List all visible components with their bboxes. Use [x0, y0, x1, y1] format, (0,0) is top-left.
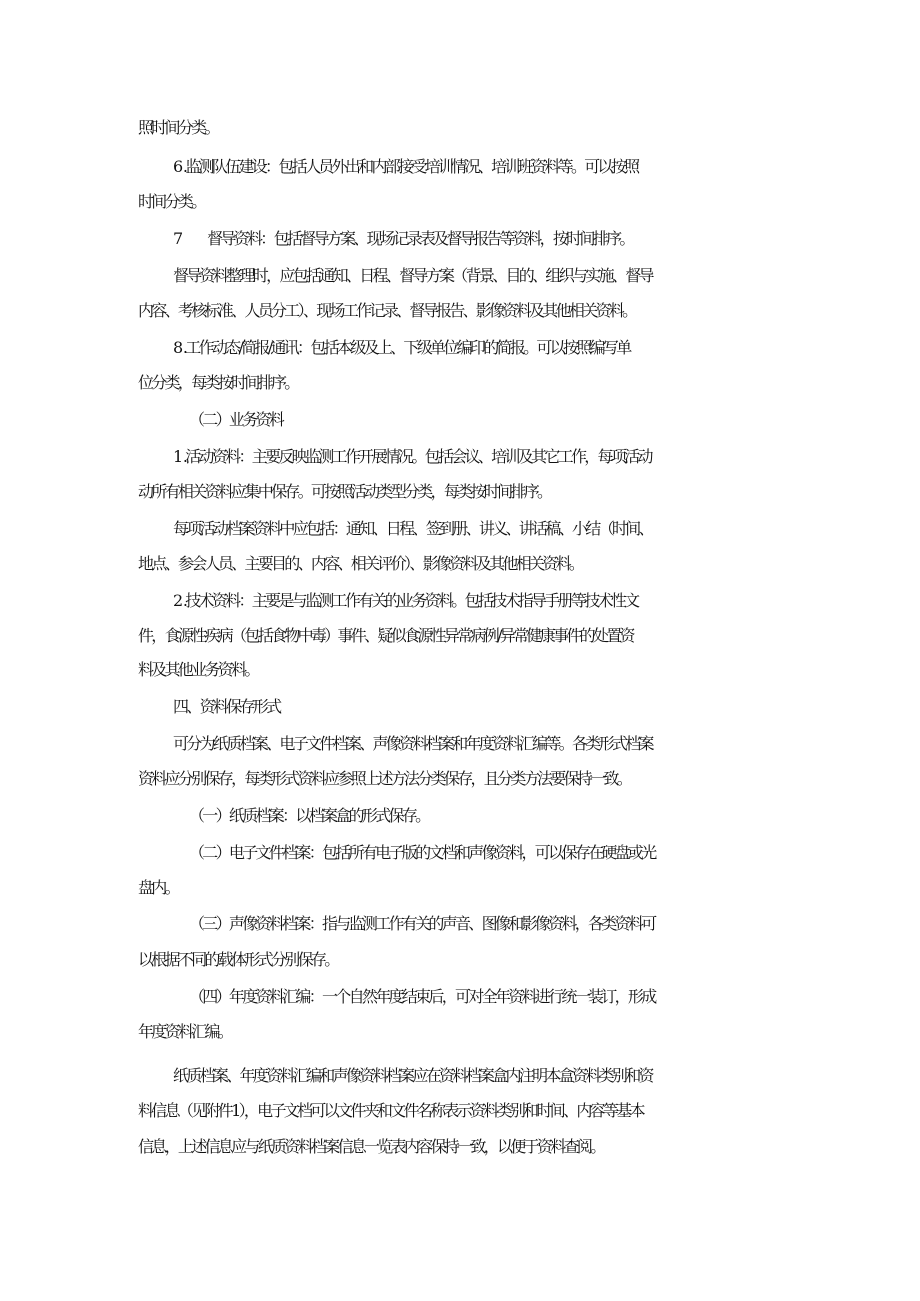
text-line: （二）电子文件档案：包括所有电子版的文档和声像资料，可以保存在硬盘或光 — [189, 843, 655, 862]
text-line: 动所有相关资料应集中保存。可按照活动类型分类，每类按时间排序。 — [138, 482, 551, 501]
text-line: 以根据不同的载体形式分别保存。 — [138, 950, 338, 969]
text-line: 资料应分别保存，每类形式资料应参照上述方法分类保存，且分类方法要保持一致。 — [138, 769, 631, 788]
text-line: 料及其他业务资料。 — [138, 660, 258, 679]
section-heading: （二）业务资料 — [189, 410, 283, 429]
text-line: 内容、考核标准、人员分工）、现场工作记录、督导报告、影像资料及其他相关资料。 — [138, 301, 636, 320]
text-line: 可分为纸质档案、电子文件档案、声像资料档案和年度资料汇编等。各类形式档案 — [173, 734, 652, 753]
text-line: （一）纸质档案：以档案盒的形式保存。 — [189, 806, 429, 825]
section-heading: 四、资料保存形式 — [173, 697, 280, 716]
text-line: 督导资料整理时，应包括通知、日程、督导方案（背景、目的、组织与实施、督导 — [173, 266, 652, 285]
text-line: 位分类，每类按时间排序。 — [138, 373, 298, 392]
text-line: 2 .技术资料：主要是与监测工作有关的业务资料。包括技术指导手册等技术性文 — [173, 591, 638, 610]
text-line: 料信息（见附件1），电子文档可以文件夹和文件名称表示资料类别和时间、内容等基本 — [138, 1101, 643, 1120]
text-line: 7 督导资料：包括督导方案、现场记录表及督导报告等资料，按时间排序。 — [173, 229, 633, 248]
text-line: 时间分类。 — [138, 192, 205, 211]
text-line: 6 .监测队伍建设：包括人员外出和内部接受培训情况、培训班资料等。可以按照 — [173, 157, 638, 176]
text-line: （四）年度资料汇编：一个自然年度结束后，可对全年资料进行统一装订，形成 — [189, 987, 655, 1006]
text-line: 1 .活动资料：主要反映监测工作开展情况。包括会议、培训及其它工作，每项活动 — [173, 447, 651, 466]
text-line: 年度资料汇编。 — [138, 1022, 232, 1041]
text-line: 信息，上述信息应与纸质资料档案信息一览表内容保持一致，以便于资料查阅。 — [138, 1137, 604, 1156]
text-line: 纸质档案、年度资料汇编和声像资料档案应在资料档案盒内注明本盒资料类别和资 — [173, 1066, 652, 1085]
text-line: 8 .工作动态/简报/通讯：包括本级及上、下级单位编印的简报。可以按照编写单 — [173, 338, 630, 357]
text-line: 件，食源性疾病（包括食物中毒）事件、疑似食源性异常病例/异常健康事件的处置资 — [138, 626, 633, 645]
text-line: 盘内。 — [138, 878, 178, 897]
text-line: 照时间分类。 — [138, 118, 218, 137]
text-line: 地点、参会人员、主要目的、内容、相关评价）、影像资料及其他相关资料。 — [138, 554, 583, 573]
text-line: （三）声像资料档案：指与监测工作有关的声音、图像和影像资料，各类资料可 — [189, 914, 655, 933]
text-line: 每项活动档案资料中应包括：通知、日程、签到册、讲义、讲话稿、小结（时间、 — [173, 519, 652, 538]
